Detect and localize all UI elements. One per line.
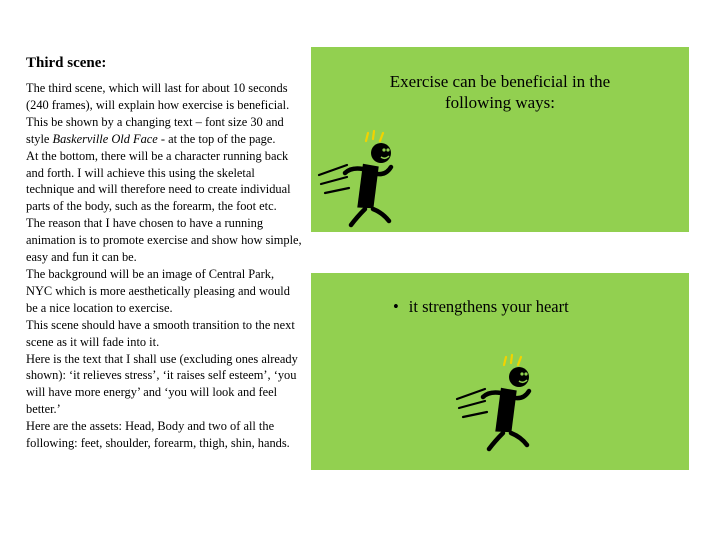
paragraph-intro-part1: The third scene, which will last for about 10 seconds (240 frames), will explain how exercise is beneficial. This be shown by a changing text – font size 30 and style: [26, 81, 290, 146]
panel-heading-line2: following ways:: [444, 93, 556, 112]
preview-panel-bottom: [311, 273, 689, 470]
paragraph-background: The background will be an image of Central Park, NYC which is more aesthetically pleasing and would be a nice location to exercise.: [26, 266, 290, 315]
panel-heading-line1: Exercise can be beneficial in the: [389, 72, 611, 91]
font-name: Baskerville Old Face: [52, 131, 158, 146]
bullet-item: [393, 297, 569, 317]
running-figure-icon: [453, 353, 563, 453]
paragraph-intro-part2: - at the top of the page.: [157, 131, 276, 146]
panel-heading: [311, 71, 689, 113]
bullet-dot: •: [393, 297, 399, 316]
paragraph-assets: Here are the assets: Head, Body and two of all the following: feet, shoulder, forearm, thigh, shin, hands.: [26, 419, 290, 451]
paragraph-reason: The reason that I have chosen to have a running animation is to promote exercise and show how simple, easy and fun it can be.: [26, 216, 302, 265]
bullet-text: it strengthens your heart: [408, 297, 569, 316]
preview-panel-top: [311, 47, 689, 232]
paragraph-text-list: Here is the text that I shall use (excluding ones already shown): ‘it relieves stress’, ‘it raises self esteem’, ‘you will have more energy’ and ‘you will look and feel better.’: [26, 351, 298, 417]
running-figure-icon: [315, 129, 425, 229]
paragraph-transition: This scene should have a smooth transition to the next scene as it will fade into it.: [26, 317, 295, 349]
scene-body: [26, 80, 302, 452]
scene-description: [26, 54, 302, 452]
scene-heading: Third scene:: [26, 55, 107, 71]
paragraph-intro: [26, 80, 302, 148]
paragraph-character: At the bottom, there will be a character running back and forth. I will achieve this using the skeletal technique and will therefore need to create individual parts of the body, such as the forearm, the foot etc.: [26, 148, 291, 214]
